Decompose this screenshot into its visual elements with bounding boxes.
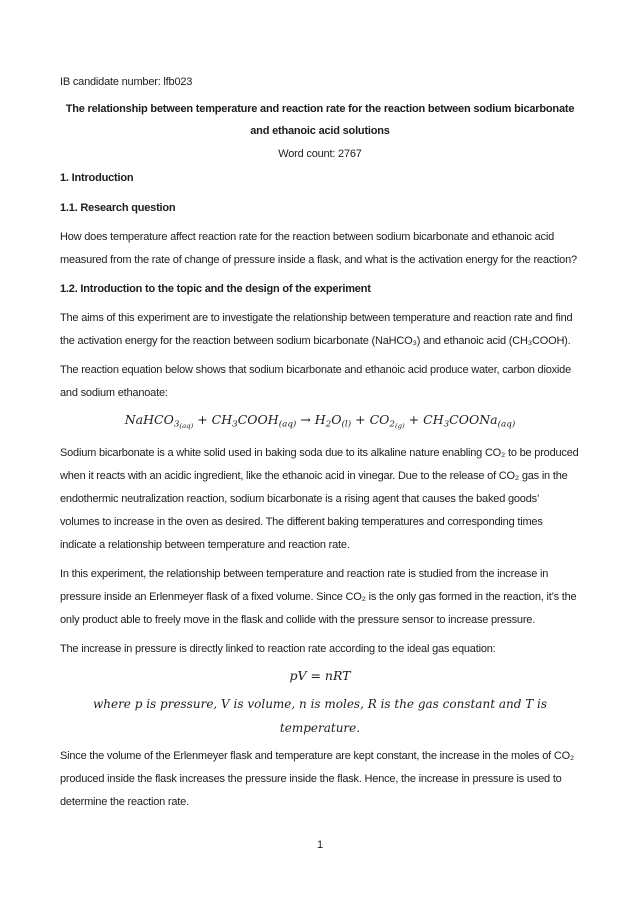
- candidate-number-line: IB candidate number: lfb023: [60, 76, 193, 88]
- section-heading-topic-design: 1.2. Introduction to the topic and the design of the experiment: [60, 283, 371, 295]
- ideal-gas-equation: pV = nRT: [289, 667, 351, 683]
- document-title-line-1: The relationship between temperature and reaction rate for the reaction between sodium bicarbonate: [65, 103, 575, 115]
- paragraph-research-question: How does temperature affect reaction rate for the reaction between sodium bicarbonate and ethanoic acid measured from the rate of change of pressure inside a flask, and what is the activation energy for the reaction?: [60, 231, 577, 266]
- word-count-line: Word count: 2767: [278, 148, 362, 160]
- chemical-equation: $NaHCO3_{(aq)}$ + CH3COOH(aq) → $H2O(l) + CO2_{(g)}$ + CH3COONa(aq): [124, 412, 516, 430]
- page-number: 1: [316, 839, 324, 851]
- paragraph-reaction-equation-intro: The reaction equation below shows that sodium bicarbonate and ethanoic acid produce water, carbon dioxide and sodium ethanoate:: [60, 364, 572, 399]
- document-title-line-2: and ethanoic acid solutions: [250, 125, 390, 137]
- section-heading-research-question: 1.1. Research question: [60, 202, 176, 214]
- equation-variable-definitions: where p is pressure, V is volume, n is moles, R is the gas constant and T is temperature.: [92, 696, 548, 735]
- document-content: [60, 71, 580, 820]
- paragraph-pressure-conclusion: Since the volume of the Erlenmeyer flask and temperature are kept constant, the increase in the moles of CO₂ produced inside the flask increases the pressure inside the flask. Hence, the increase in pressure is used to determine the reaction rate.: [60, 749, 575, 808]
- paragraph-experiment-design: In this experiment, the relationship between temperature and reaction rate is studied from the increase in pressure inside an Erlenmeyer flask of a fixed volume. Since CO₂ is the only gas formed in the reaction, it’s the only product able to freely move in the flask and collide with the pressure sensor to increase pressure.: [60, 567, 577, 626]
- paragraph-aims: The aims of this experiment are to investigate the relationship between temperature and reaction rate and find the activation energy for the reaction between sodium bicarbonate (NaHCO₃) and ethanoic acid (CH₃COOH).: [60, 312, 573, 347]
- paragraph-ideal-gas-intro: The increase in pressure is directly linked to reaction rate according to the ideal gas equation:: [60, 642, 496, 655]
- paragraph-baking-soda: Sodium bicarbonate is a white solid used in baking soda due to its alkaline nature enabling CO₂ to be produced when it reacts with an acidic ingredient, like the ethanoic acid in vinegar. Due to the release of CO₂ gas in the endothermic neutralization reaction, sodium bicarbonate is a rising agent that causes the baked goods’ volumes to increase in the oven as desired. The different baking temperatures and corresponding times indicate a relationship between temperature and reaction rate.: [60, 446, 579, 551]
- document-title: [60, 98, 580, 142]
- section-heading-introduction: 1. Introduction: [60, 172, 134, 184]
